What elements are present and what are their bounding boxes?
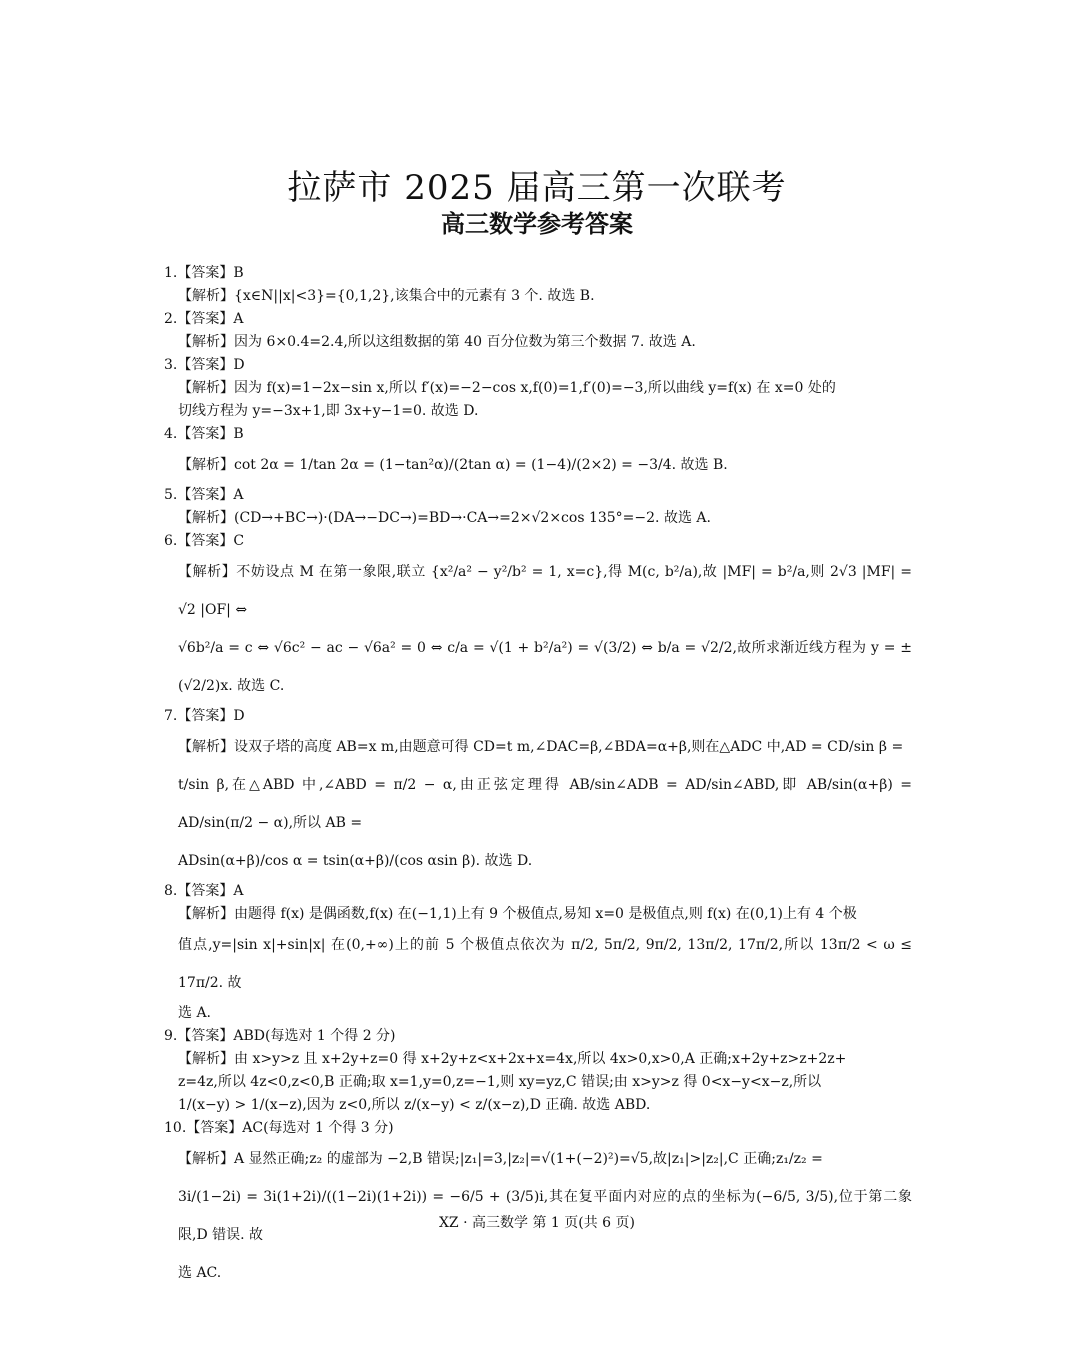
answer-label: 2.【答案】A [164, 311, 244, 327]
explanation-line: √6b²/a = c ⇔ √6c² − ac − √6a² = 0 ⇔ c/a = √(1 + b²/a²) = √(3/2) ⇔ b/a = √2/2,故所求渐近线方程为 y = ±(√2/2)x. 故选 C. [178, 640, 912, 694]
answer-label: 8.【答案】A [164, 883, 244, 899]
explanation [164, 903, 912, 1025]
document-subtitle: 高三数学参考答案 [441, 210, 633, 238]
explanation [164, 507, 912, 530]
answer-label: 9.【答案】ABD(每选对 1 个得 2 分) [164, 1028, 396, 1044]
explanation-line: z=4z,所以 4z<0,z<0,B 正确;取 x=1,y=0,z=−1,则 xy=yz,C 错误;由 x>y>z 得 0<x−y<x−z,所以 [178, 1074, 822, 1090]
explanation-line: 【解析】设双子塔的高度 AB=x m,由题意可得 CD=t m,∠DAC=β,∠BDA=α+β,则在△ADC 中,AD = CD/sin β = [178, 739, 904, 755]
explanation-line: t/sin β,在△ABD 中,∠ABD = π/2 − α,由正弦定理得 AB/sin∠ADB = AD/sin∠ABD,即 AB/sin(α+β) = AD/sin(π/2 − α),所以 AB = [178, 777, 912, 831]
document-title: 拉萨市 2025 届高三第一次联考 [287, 168, 787, 208]
answer-label: 10.【答案】AC(每选对 1 个得 3 分) [164, 1120, 394, 1136]
explanation-line: 选 A. [178, 1005, 212, 1021]
answer-item-4 [164, 423, 912, 484]
answer-label: 5.【答案】A [164, 487, 244, 503]
explanation-line: 【解析】cot 2α = 1/tan 2α = (1−tan²α)/(2tan α) = (1−4)/(2×2) = −3/4. 故选 B. [178, 457, 728, 473]
explanation-line: 3i/(1−2i) = 3i(1+2i)/((1−2i)(1+2i)) = −6/5 + (3/5)i,其在复平面内对应的点的坐标为(−6/5, 3/5),位于第二象限,D 错误. 故 [178, 1189, 912, 1243]
explanation-line: 选 AC. [178, 1265, 222, 1281]
explanation-line: 【解析】由题得 f(x) 是偶函数,f(x) 在(−1,1)上有 9 个极值点,易知 x=0 是极值点,则 f(x) 在(0,1)上有 4 个极 [178, 906, 857, 922]
answer-item-1 [164, 262, 912, 308]
answer-label: 4.【答案】B [164, 426, 244, 442]
explanation [164, 553, 912, 705]
answer-item-9 [164, 1025, 912, 1117]
answer-label: 1.【答案】B [164, 265, 244, 281]
answer-item-10 [164, 1117, 912, 1292]
explanation-line: 切线方程为 y=−3x+1,即 3x+y−1=0. 故选 D. [178, 403, 479, 419]
answer-label: 6.【答案】C [164, 533, 245, 549]
answer-item-5 [164, 484, 912, 530]
answer-label: 7.【答案】D [164, 708, 245, 724]
explanation-line: 值点,y=|sin x|+sin|x| 在(0,+∞)上的前 5 个极值点依次为 π/2, 5π/2, 9π/2, 13π/2, 17π/2,所以 13π/2 < ω ≤ 17π/2. 故 [178, 937, 912, 991]
explanation-line: 【解析】由 x>y>z 且 x+2y+z=0 得 x+2y+z<x+2x+x=4x,所以 4x>0,x>0,A 正确;x+2y+z>z+2z+ [178, 1051, 847, 1067]
explanation-line: 【解析】A 显然正确;z₂ 的虚部为 −2,B 错误;|z₁|=3,|z₂|=√(1+(−2)²)=√5,故|z₁|>|z₂|,C 正确;z₁/z₂ = [178, 1151, 823, 1167]
answer-item-7 [164, 705, 912, 880]
explanation-line: ADsin(α+β)/cos α = tsin(α+β)/(cos αsin β). 故选 D. [178, 853, 533, 869]
explanation-line: 【解析】不妨设点 M 在第一象限,联立 {x²/a² − y²/b² = 1, x=c},得 M(c, b²/a),故 |MF| = b²/a,则 2√3 |MF| = √2 |OF| ⇔ [178, 564, 912, 618]
explanation [164, 285, 912, 308]
explanation [164, 1048, 912, 1117]
answer-item-8 [164, 880, 912, 1025]
page-footer: XZ · 高三数学 第 1 页(共 6 页) [438, 1215, 636, 1231]
answer-list [164, 262, 912, 1292]
answer-item-3 [164, 354, 912, 423]
explanation [164, 331, 912, 354]
explanation [164, 446, 912, 484]
answer-item-6 [164, 530, 912, 705]
explanation-line: 1/(x−y) > 1/(x−z),因为 z<0,所以 z/(x−y) < z/(x−z),D 正确. 故选 ABD. [178, 1097, 651, 1113]
answer-label: 3.【答案】D [164, 357, 245, 373]
explanation-line: 【解析】{x∈N||x|<3}={0,1,2},该集合中的元素有 3 个. 故选 B. [178, 288, 595, 304]
explanation-line: 【解析】因为 6×0.4=2.4,所以这组数据的第 40 百分位数为第三个数据 7. 故选 A. [178, 334, 696, 350]
explanation [164, 377, 912, 423]
explanation [164, 728, 912, 880]
explanation-line: 【解析】(CD→+BC→)·(DA→−DC→)=BD→·CA→=2×√2×cos 135°=−2. 故选 A. [178, 510, 711, 526]
explanation-line: 【解析】因为 f(x)=1−2x−sin x,所以 f′(x)=−2−cos x,f(0)=1,f′(0)=−3,所以曲线 y=f(x) 在 x=0 处的 [178, 380, 836, 396]
answer-item-2 [164, 308, 912, 354]
